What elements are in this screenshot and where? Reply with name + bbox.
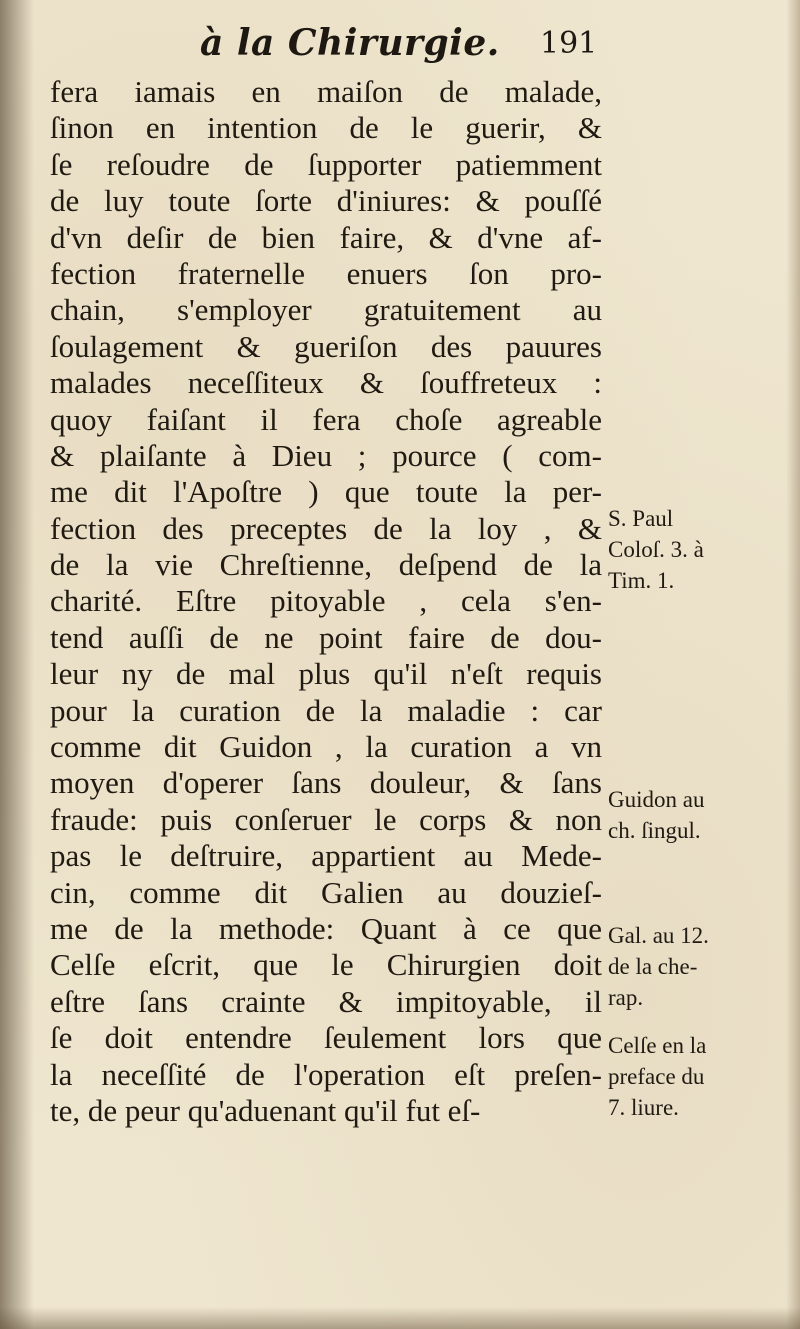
text-line: moyen d'operer ſans douleur, & ſans [50, 765, 602, 801]
text-line: tend auſſi de ne point faire de dou- [50, 619, 602, 655]
text-line: chain, s'employer gratuitement au [50, 292, 602, 328]
text-line: cin, comme dit Galien au douzieſ- [50, 874, 602, 910]
text-line: comme dit Guidon , la curation a vn [50, 729, 602, 765]
page-right-edge [786, 0, 800, 1329]
margin-note-celse [608, 1030, 706, 1123]
text-line: fection des preceptes de la loy , & [50, 510, 602, 546]
page-bottom-edge [0, 1307, 800, 1329]
text-line: fection fraternelle enuers ſon pro- [50, 255, 602, 291]
text-line: fraude: puis conſeruer le corps & non [50, 801, 602, 837]
margin-note-line: Celſe en la [608, 1033, 707, 1058]
text-line: malades neceſſiteux & ſouffreteux : [50, 365, 602, 401]
text-line: de la vie Chreſtienne, deſpend de la [50, 547, 602, 583]
margin-note-galien [608, 920, 709, 1013]
text-line: leur ny de mal plus qu'il n'eſt requis [50, 656, 602, 692]
text-line: fera iamais en maiſon de malade, [50, 74, 602, 109]
text-line: ſinon en intention de le guerir, & [50, 110, 602, 146]
margin-note-line: 7. liure. [608, 1095, 679, 1120]
margin-note-line: rap. [608, 985, 644, 1010]
text-line: ſe reſoudre de ſupporter patiemment [50, 146, 602, 182]
margin-note-line: S. Paul [608, 506, 674, 531]
margin-note-line: Coloſ. 3. à [608, 537, 704, 562]
running-head: à la Chirurgie. [200, 22, 500, 64]
margin-note-line: ch. ſingul. [608, 818, 701, 843]
margin-note-line: Guidon au [608, 787, 705, 812]
text-line: d'vn deſir de bien faire, & d'vne af- [50, 219, 602, 255]
body-text [50, 74, 602, 1129]
margin-note-line: Tim. 1. [608, 568, 675, 593]
text-line: de luy toute ſorte d'iniures: & pouſſé [50, 183, 602, 219]
margin-note-paul [608, 503, 704, 596]
text-line: Celſe eſcrit, que le Chirurgien doit [50, 947, 602, 983]
text-line: la neceſſité de l'operation eſt preſen- [50, 1056, 602, 1092]
text-line: te, de peur qu'aduenant qu'il fut eſ- [50, 1092, 481, 1128]
text-line: ſoulagement & gueriſon des pauures [50, 328, 602, 364]
text-line: ſe doit entendre ſeulement lors que [50, 1020, 602, 1056]
text-line: me de la methode: Quant à ce que [50, 910, 602, 946]
text-line: quoy faiſant il fera choſe agreable [50, 401, 602, 437]
text-line: me dit l'Apoſtre ) que toute la per- [50, 474, 602, 510]
text-line: pas le deſtruire, appartient au Mede- [50, 838, 602, 874]
margin-note-line: de la che- [608, 954, 698, 979]
text-line: eſtre ſans crainte & impitoyable, il [50, 983, 602, 1019]
binding-gutter-shadow [0, 0, 34, 1329]
text-line: charité. Eſtre pitoyable , cela s'en- [50, 583, 602, 619]
text-line: pour la curation de la maladie : car [50, 692, 602, 728]
margin-note-line: Gal. au 12. [608, 923, 709, 948]
text-line: & plaiſante à Dieu ; pource ( com- [50, 437, 602, 473]
margin-note-guidon [608, 784, 704, 846]
margin-note-line: preface du [608, 1064, 705, 1089]
page-number: 191 [540, 26, 598, 61]
